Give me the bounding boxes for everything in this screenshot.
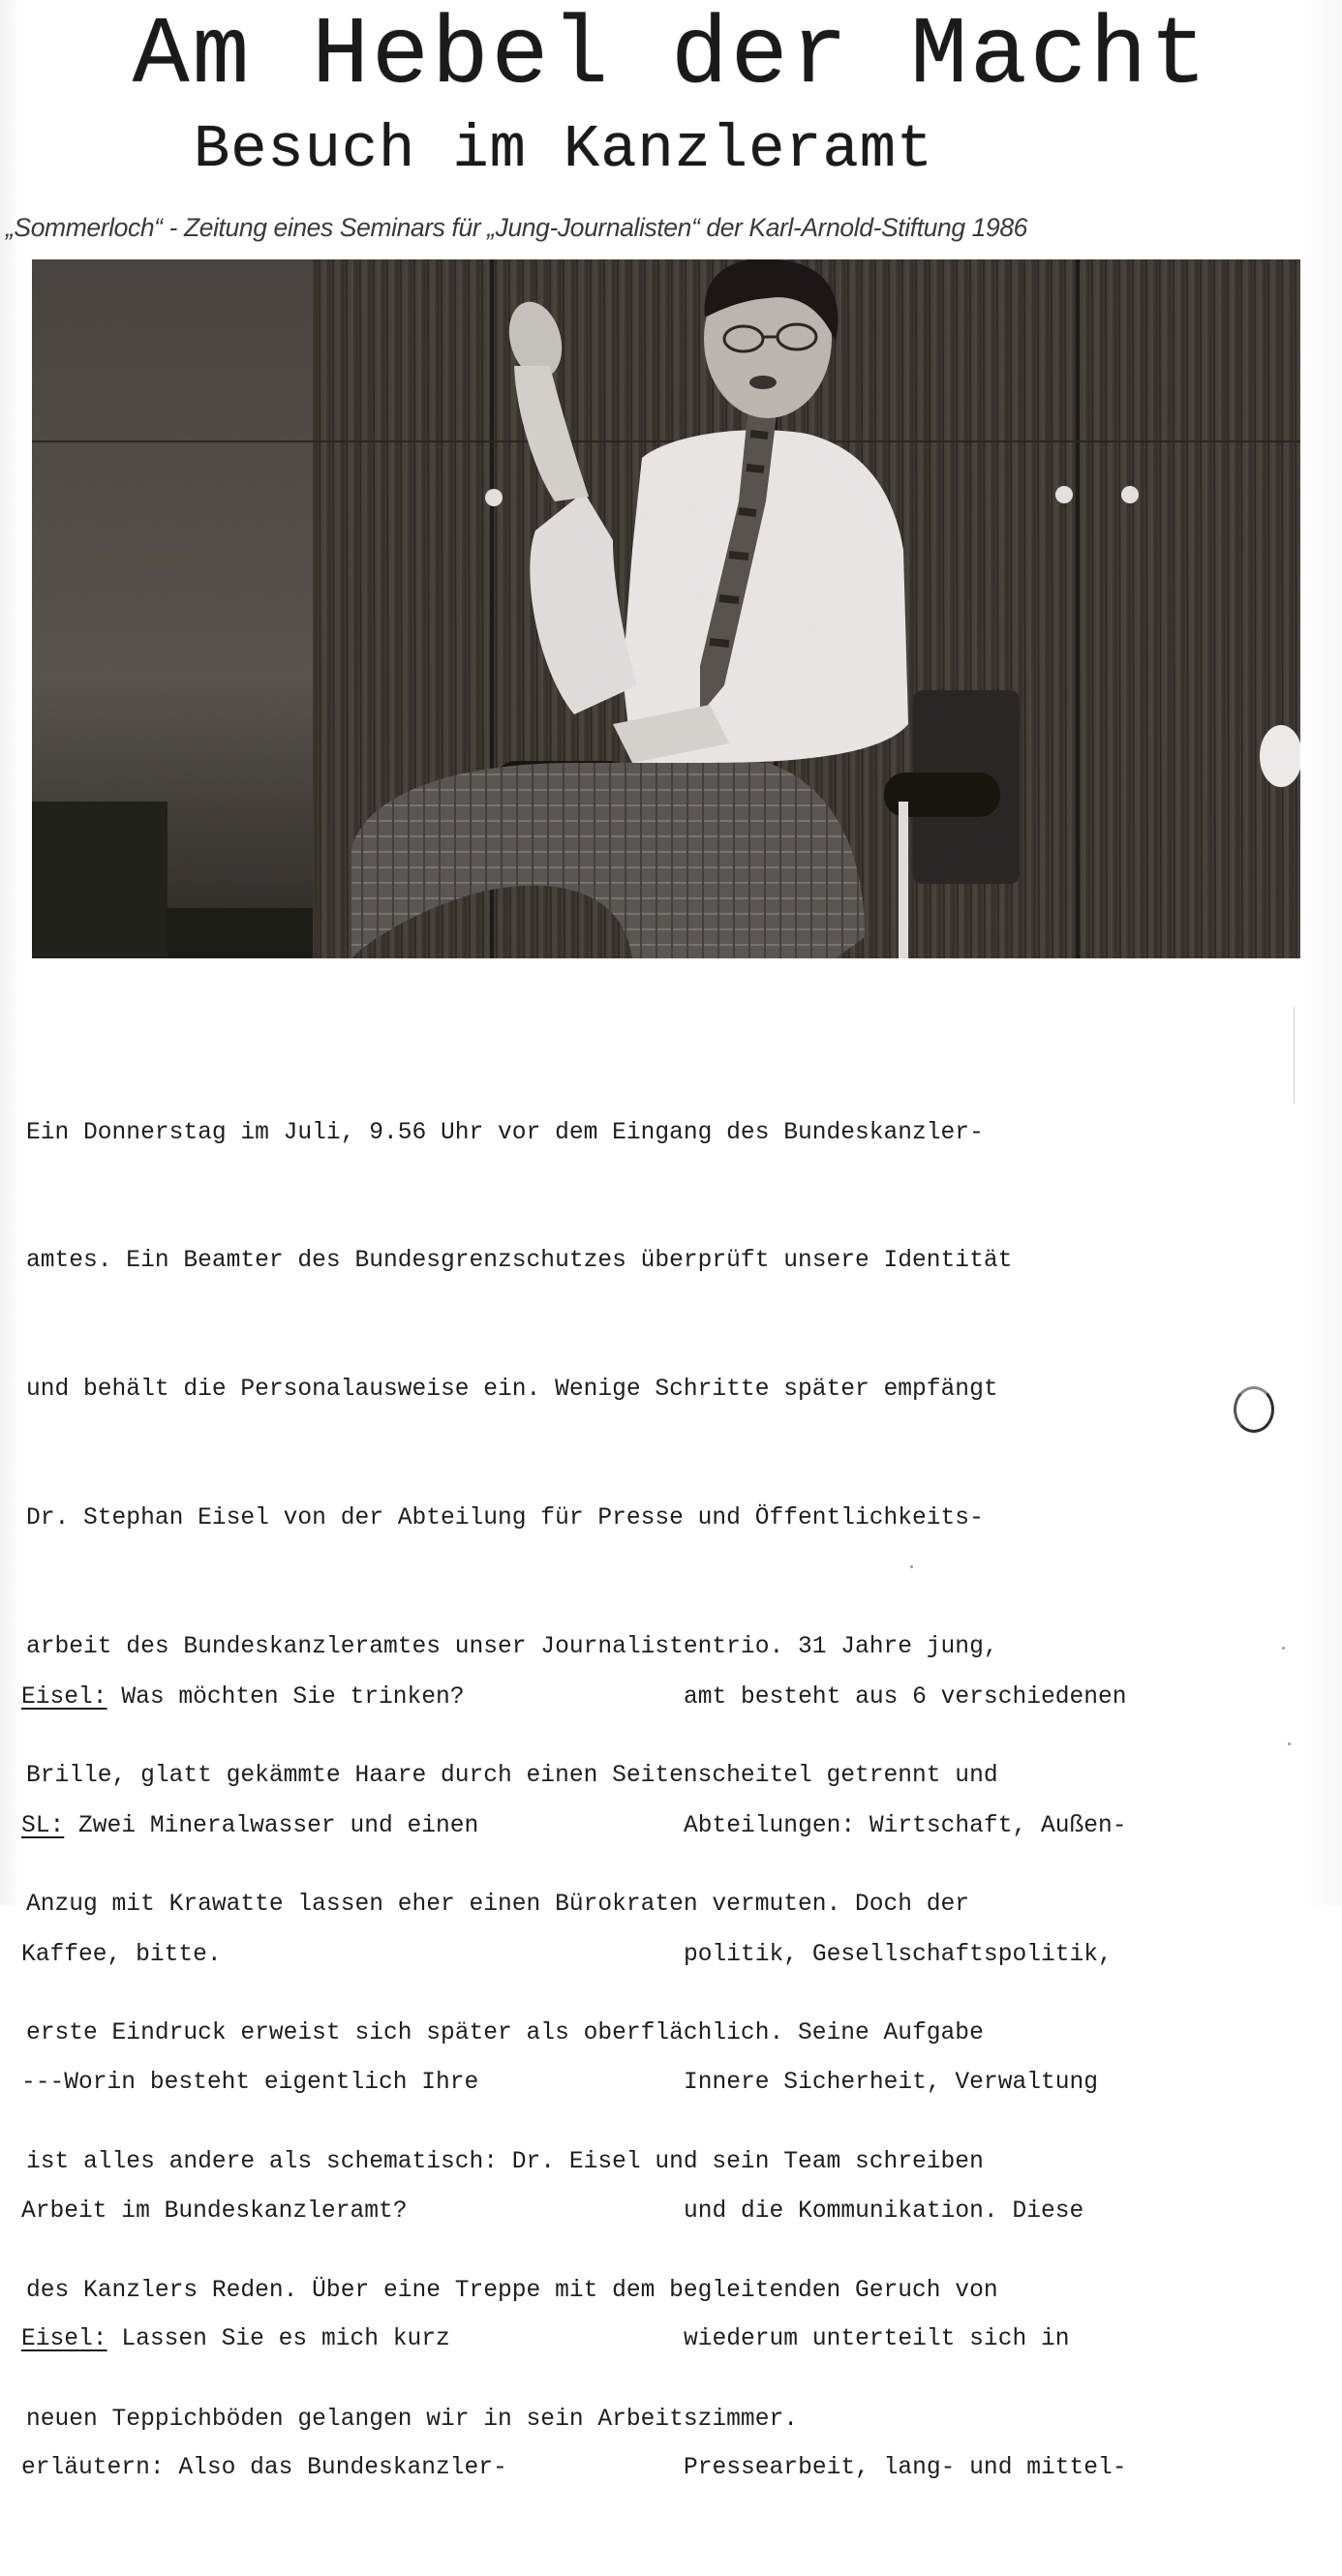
intro-line: Dr. Stephan Eisel von der Abteilung für Presse und Öffentlichkeits- [26, 1505, 984, 1532]
intro-line: des Kanzlers Reden. Über eine Treppe mit dem begleitenden Geruch von [26, 2277, 998, 2304]
cabinet-knob [1121, 486, 1139, 503]
speaker-label: Eisel: [21, 2326, 107, 2353]
interview-text: Was möchten Sie trinken? [107, 1684, 465, 1712]
interview-line: Innere Sicherheit, Verwaltung [684, 2070, 1099, 2097]
interview-line: politik, Gesellschaftspolitik, [684, 1941, 1113, 1968]
interview-column-left [21, 1591, 622, 2576]
interview-line [21, 1934, 622, 1977]
article-subtitle: Besuch im Kanzleramt [194, 115, 934, 184]
intro-line: amtes. Ein Beamter des Bundesgrenzschutzes überprüft unsere Identität [26, 1248, 1013, 1275]
interview-line [21, 2191, 622, 2233]
speaker-label: Eisel: [21, 1684, 107, 1712]
interview-line [21, 2062, 622, 2105]
interview-line [21, 2318, 622, 2361]
interview-line: Abteilungen: Wirtschaft, Außen- [684, 1813, 1127, 1839]
interview-column-right [684, 1591, 1303, 2576]
article-photo [32, 259, 1300, 958]
interview-text: Kaffee, bitte. [21, 1941, 222, 1968]
intro-line: und behält die Personalausweise ein. Wenige Schritte später empfängt [26, 1377, 998, 1404]
interview-text: ---Worin besteht eigentlich Ihre [21, 2070, 479, 2097]
interview-line: wiederum unterteilt sich in [684, 2326, 1070, 2353]
interview-line: amt besteht aus 6 verschiedenen [684, 1684, 1127, 1712]
interview-text: erläutern: Also das Bundeskanzler- [21, 2454, 507, 2481]
cabinet-knob [485, 489, 503, 506]
interview-line: und die Kommunikation. Diese [684, 2197, 1084, 2225]
cabinet-knob [1260, 725, 1300, 787]
intro-line: Brille, glatt gekämmte Haare durch einen Seitenscheitel getrennt und [26, 1763, 998, 1790]
interview-line [21, 1677, 622, 1719]
intro-line: arbeit des Bundeskanzleramtes unser Journalistentrio. 31 Jahre jung, [26, 1634, 998, 1661]
speaker-label: SL: [21, 1813, 65, 1839]
intro-line: neuen Teppichböden gelangen wir in sein Arbeitszimmer. [26, 2406, 798, 2433]
photo-illustration [32, 259, 1300, 958]
punch-hole [1234, 1386, 1274, 1433]
interview-text: Zwei Mineralwasser und einen [64, 1813, 479, 1839]
paper-edge-mark [1294, 1007, 1295, 1104]
intro-line: erste Eindruck erweist sich später als oberflächlich. Seine Aufgabe [26, 2019, 984, 2046]
interview-line [21, 2447, 622, 2490]
interview-line: Pressearbeit, lang- und mittel- [684, 2454, 1127, 2481]
interview-line [21, 1805, 622, 1848]
intro-line: Ein Donnerstag im Juli, 9.56 Uhr vor dem Eingang des Bundeskanzler- [26, 1119, 984, 1146]
interview-text: Arbeit im Bundeskanzleramt? [21, 2197, 408, 2225]
intro-line: ist alles andere als schematisch: Dr. Eisel und sein Team schreiben [26, 2148, 984, 2175]
article-title: Am Hebel der Macht [132, 3, 1210, 110]
speck [910, 1565, 913, 1568]
interview-text: Lassen Sie es mich kurz [107, 2326, 450, 2353]
intro-line: Anzug mit Krawatte lassen eher einen Bürokraten vermuten. Doch der [26, 1891, 970, 1918]
publication-caption: „Sommerloch“ - Zeitung eines Seminars für „Jung-Journalisten“ der Karl-Arnold-Stiftung 1986 [6, 213, 1027, 242]
cabinet-knob [1055, 486, 1073, 503]
